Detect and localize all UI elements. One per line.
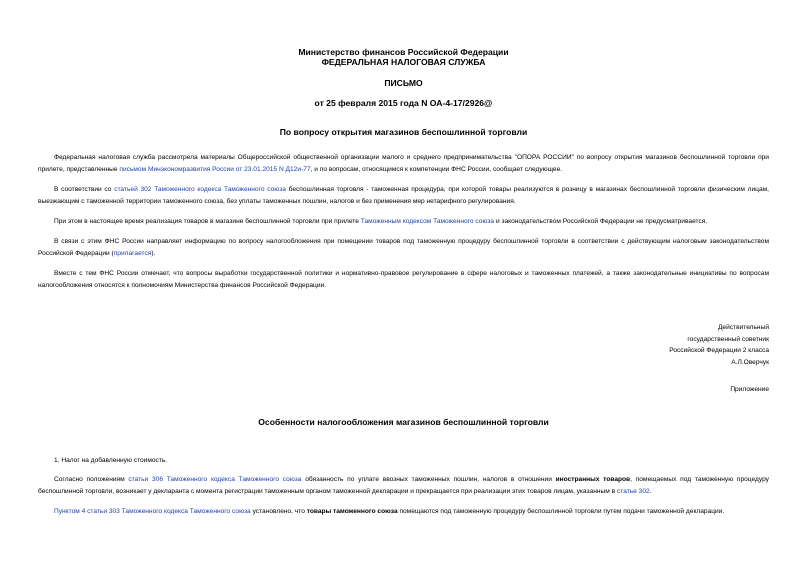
link-article-306[interactable]: статьи 306 Таможенного кодекса Таможенного союза	[128, 476, 302, 483]
p4-text-after: ).	[151, 250, 156, 257]
signature-line-1: Действительный	[717, 324, 769, 331]
link-attached[interactable]: прилагается	[113, 250, 152, 257]
p1-text-after: , и по вопросам, относящимся к компетенции ФНС России, сообщает следующее.	[310, 166, 563, 173]
p1-text-before: Федеральная налоговая служба рассмотрела материалы Общероссийской общественной организации малого и среднего предпринимательства "ОПОРА РОССИИ" по вопросу открытия магазинов беспошлинной торговли при прилете, представленные	[38, 154, 769, 173]
a1-text-4: .	[649, 488, 652, 495]
p2-text-before: В соответствии со	[54, 186, 115, 193]
appendix-item-1: 1. Налог на добавленную стоимость.	[54, 457, 168, 464]
doc-type-heading: ПИСЬМО	[384, 78, 423, 88]
link-article-302[interactable]: статьей 302 Таможенного кодекса Таможенного союза	[114, 186, 286, 193]
appendix-paragraph-2	[38, 506, 769, 518]
a2-bold-union-goods: товары таможенного союза	[306, 508, 398, 515]
a1-text-3: , помещаемых под таможенную процедуру беспошлинной торговли, возникает у декларанта с момента регистрации таможенным органом таможенной декларации и прекращается при реализации этих товаров лицам, указанным в	[38, 476, 769, 495]
link-article-303[interactable]: Пунктом 4 статьи 303 Таможенного кодекса Таможенного союза	[54, 508, 251, 515]
p3-text-before: При этом в настоящее время реализация товаров в магазине беспошлинной торговли при прилете	[54, 218, 361, 225]
signature-line-2: государственный советник	[687, 335, 769, 343]
a2-text-1: установлено, что	[250, 508, 307, 515]
paragraph-5: Вместе с тем ФНС России отмечает, что вопросы выработки государственной политики и нормативно-правовое регулирование в сфере налоговых и таможенных платежей, а также законодательные инициативы по вопросам налогообложения относятся к полномочиям Министерства финансов Российской Федерации.	[38, 270, 769, 289]
a1-text-2: обязанность по уплате ввозных таможенных пошлин, налогов в отношении	[301, 476, 556, 483]
p3-text-after: и законодательством Российской Федерации не предусматривается.	[494, 218, 708, 225]
subject-heading: По вопросу открытия магазинов беспошлинной торговли	[279, 127, 528, 137]
ministry-heading: Министерство финансов Российской Федерации	[298, 47, 509, 57]
link-customs-code[interactable]: Таможенным кодексом Таможенного союза	[360, 218, 495, 225]
date-number-heading: от 25 февраля 2015 года N ОА-4-17/2926@	[314, 98, 493, 108]
a2-text-2: помещаются под таможенную процедуру беспошлинной торговли путем подачи таможенной декларации.	[397, 508, 725, 515]
paragraph-1	[38, 152, 769, 176]
p4-text-before: В связи с этим ФНС России направляет информацию по вопросу налогообложения при помещении товаров под таможенную процедуру беспошлинной торговли в соответствии с действующим налоговым законодательством Российской Федерации (	[38, 238, 769, 257]
appendix-paragraph-1	[38, 474, 769, 498]
appendix-title: Особенности налогообложения магазинов беспошлинной торговли	[258, 417, 549, 427]
a1-bold-foreign-goods: иностранных товаров	[555, 476, 631, 483]
p2-text-after: беспошлинная торговля - таможенная процедура, при которой товары реализуются в розницу в магазинах беспошлинной торговли физическим лицам, выезжающим с таможенной территории таможенного союза, без уплаты таможенных пошлин, налогов и без применения мер нетарифного регулирования.	[38, 186, 769, 205]
service-heading: ФЕДЕРАЛЬНАЯ НАЛОГОВАЯ СЛУЖБА	[321, 57, 486, 67]
signature-line-3: Российской Федерации 2 класса	[669, 347, 769, 354]
a1-text-1: Согласно положениям	[54, 476, 129, 483]
appendix-label: Приложение	[730, 386, 769, 393]
paragraph-4	[38, 236, 769, 260]
signature-name: А.Л.Оверчук	[731, 358, 769, 366]
link-article-302-short[interactable]: статье 302	[616, 488, 650, 495]
paragraph-3	[38, 216, 769, 228]
link-minek-letter[interactable]: письмом Минэкономразвития России от 23.01.2015 N Д12и-77	[119, 166, 311, 173]
paragraph-2	[38, 184, 769, 208]
signature-block	[520, 322, 769, 368]
